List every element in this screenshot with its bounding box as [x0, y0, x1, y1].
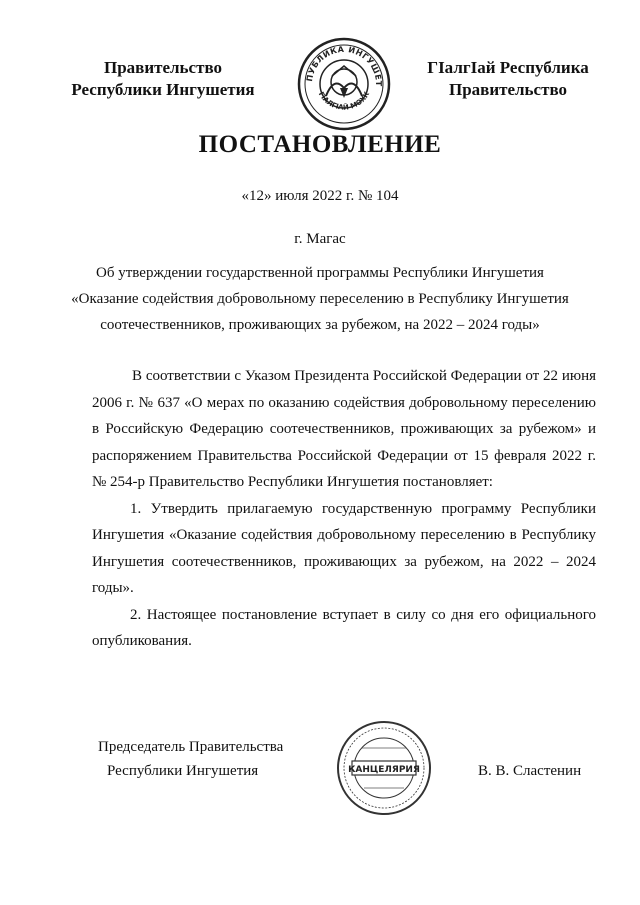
- stamp-icon: [334, 718, 434, 818]
- emblem-icon: [296, 36, 392, 132]
- emblem-top-text: ПУБЛИКА ИНГУШЕТ: [304, 44, 384, 87]
- subject-line1: Об утверждении государственной программы Республики Ингушетия: [96, 265, 544, 281]
- city: г. Магас: [294, 231, 346, 247]
- office-stamp: [334, 718, 434, 818]
- document-body: [92, 363, 596, 655]
- preamble-paragraph: В соответствии с Указом Президента Российской Федерации от 22 июня 2006 г. № 637 «О мерах по оказанию содействия добровольному переселению в Российскую Федерацию соотечественников, проживающих за рубежом» и распоряжением Правительства Российской Федерации от 15 февраля 2022 г. № 254-р Правительство Республики Ингушетия постановляет:: [92, 368, 596, 490]
- header-right: [398, 57, 618, 101]
- document-title: ПОСТАНОВЛЕНИЕ: [198, 131, 442, 158]
- date-number: «12» июля 2022 г. № 104: [241, 188, 399, 204]
- emblem-seal: [296, 36, 392, 132]
- subject-line2: «Оказание содействия добровольному переселению в Республику Ингушетия: [71, 291, 569, 307]
- header-left: [48, 57, 278, 101]
- item-2-paragraph: 2. Настоящее постановление вступает в силу со дня его официального опубликования.: [92, 606, 596, 649]
- header-right-line2: Правительство: [448, 80, 568, 99]
- subject-line3: соотечественников, проживающих за рубежом, на 2022 – 2024 годы»: [100, 317, 540, 333]
- header-left-line1: Правительство: [103, 58, 223, 77]
- header-right-line1: ГIалгIай Республика: [427, 58, 589, 77]
- signatory-position-line2: Республики Ингушетия: [107, 763, 259, 779]
- emblem-bottom-text: ГIАЛГIАЙ МОХК: [316, 90, 372, 112]
- stamp-center-text: КАНЦЕЛЯРИЯ: [348, 765, 420, 775]
- signatory-position: [98, 735, 338, 783]
- svg-text:РЕСПУБЛИКА ИНГУШЕТИЯ: [296, 36, 383, 87]
- signatory-name: В. В. Сластенин: [478, 763, 582, 779]
- header-left-line2: Республики Ингушетия: [71, 80, 255, 99]
- document-subject: [40, 260, 600, 338]
- item-1-paragraph: 1. Утвердить прилагаемую государственную программу Республики Ингушетия «Оказание содействия добровольному переселению в Республику Ингушетия соотечественников, проживающих за рубежом, на 2022 – 2024 годы».: [92, 500, 596, 596]
- signatory-position-line1: Председатель Правительства: [98, 739, 284, 755]
